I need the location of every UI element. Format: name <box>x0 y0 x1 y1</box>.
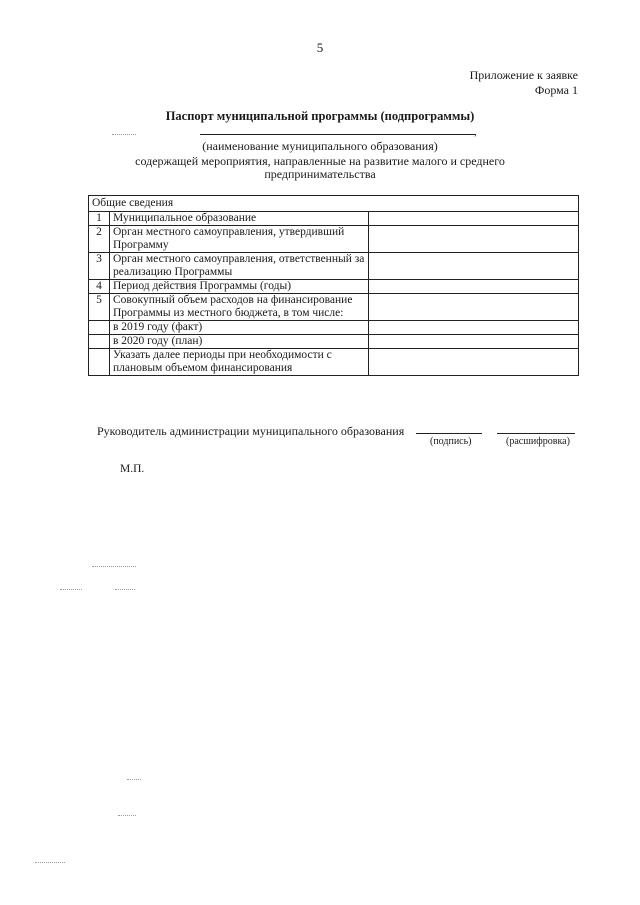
subtitle-line-2: предпринимательства <box>264 167 376 181</box>
scan-artifact <box>118 815 136 816</box>
general-info-header: Общие сведения <box>89 196 579 212</box>
row-value-cell[interactable] <box>369 349 579 376</box>
row-label: Совокупный объем расходов на финансирование Программы из местного бюджета, в том числе: <box>110 294 369 321</box>
scan-artifact <box>60 589 82 590</box>
seal-label: М.П. <box>120 463 145 475</box>
row-value-cell[interactable] <box>369 226 579 253</box>
scan-artifact <box>112 134 136 135</box>
row-number: 5 <box>89 294 110 321</box>
row-number: 4 <box>89 280 110 294</box>
signature-blank[interactable] <box>416 433 482 434</box>
table-row <box>89 212 579 226</box>
scan-artifact <box>115 589 135 590</box>
document-title: Паспорт муниципальной программы (подпрограммы) <box>165 109 475 123</box>
form-label: Форма 1 <box>534 83 578 97</box>
scan-artifact <box>92 566 136 567</box>
signature-caption: (подпись) <box>430 436 472 447</box>
table-row <box>89 253 579 280</box>
signature-label: Руководитель администрации муниципального образования <box>97 424 405 438</box>
row-label: в 2019 году (факт) <box>110 321 369 335</box>
scan-artifact <box>127 779 141 780</box>
row-number: 1 <box>89 212 110 226</box>
table-row <box>89 321 579 335</box>
row-number <box>89 349 110 376</box>
subtitle-line-1: содержащей мероприятия, направленные на развитие малого и среднего <box>135 154 505 168</box>
name-line-comma: , <box>474 126 477 138</box>
table-row <box>89 335 579 349</box>
row-value-cell[interactable] <box>369 294 579 321</box>
row-value-cell[interactable] <box>369 321 579 335</box>
row-label: в 2020 году (план) <box>110 335 369 349</box>
table-row <box>89 280 579 294</box>
row-label: Период действия Программы (годы) <box>110 280 369 294</box>
table-header-row <box>89 196 579 212</box>
table-row <box>89 294 579 321</box>
decode-caption: (расшифровка) <box>506 436 570 447</box>
row-number: 3 <box>89 253 110 280</box>
row-number: 2 <box>89 226 110 253</box>
row-label: Муниципальное образование <box>110 212 369 226</box>
signature-decode-blank[interactable] <box>497 433 575 434</box>
row-label: Указать далее периоды при необходимости с плановым объемом финансирования <box>110 349 369 376</box>
table-row <box>89 349 579 376</box>
row-value-cell[interactable] <box>369 212 579 226</box>
row-label: Орган местного самоуправления, утвердивший Программу <box>110 226 369 253</box>
table-row <box>89 226 579 253</box>
scan-artifact <box>35 862 65 863</box>
row-number <box>89 335 110 349</box>
municipality-name-caption: (наименование муниципального образования) <box>202 139 438 153</box>
page-number: 5 <box>316 40 324 55</box>
row-value-cell[interactable] <box>369 335 579 349</box>
row-value-cell[interactable] <box>369 253 579 280</box>
passport-table <box>88 195 579 376</box>
row-value-cell[interactable] <box>369 280 579 294</box>
municipality-name-blank <box>200 134 476 135</box>
row-number <box>89 321 110 335</box>
row-label: Орган местного самоуправления, ответственный за реализацию Программы <box>110 253 369 280</box>
appendix-label: Приложение к заявке <box>469 68 578 82</box>
